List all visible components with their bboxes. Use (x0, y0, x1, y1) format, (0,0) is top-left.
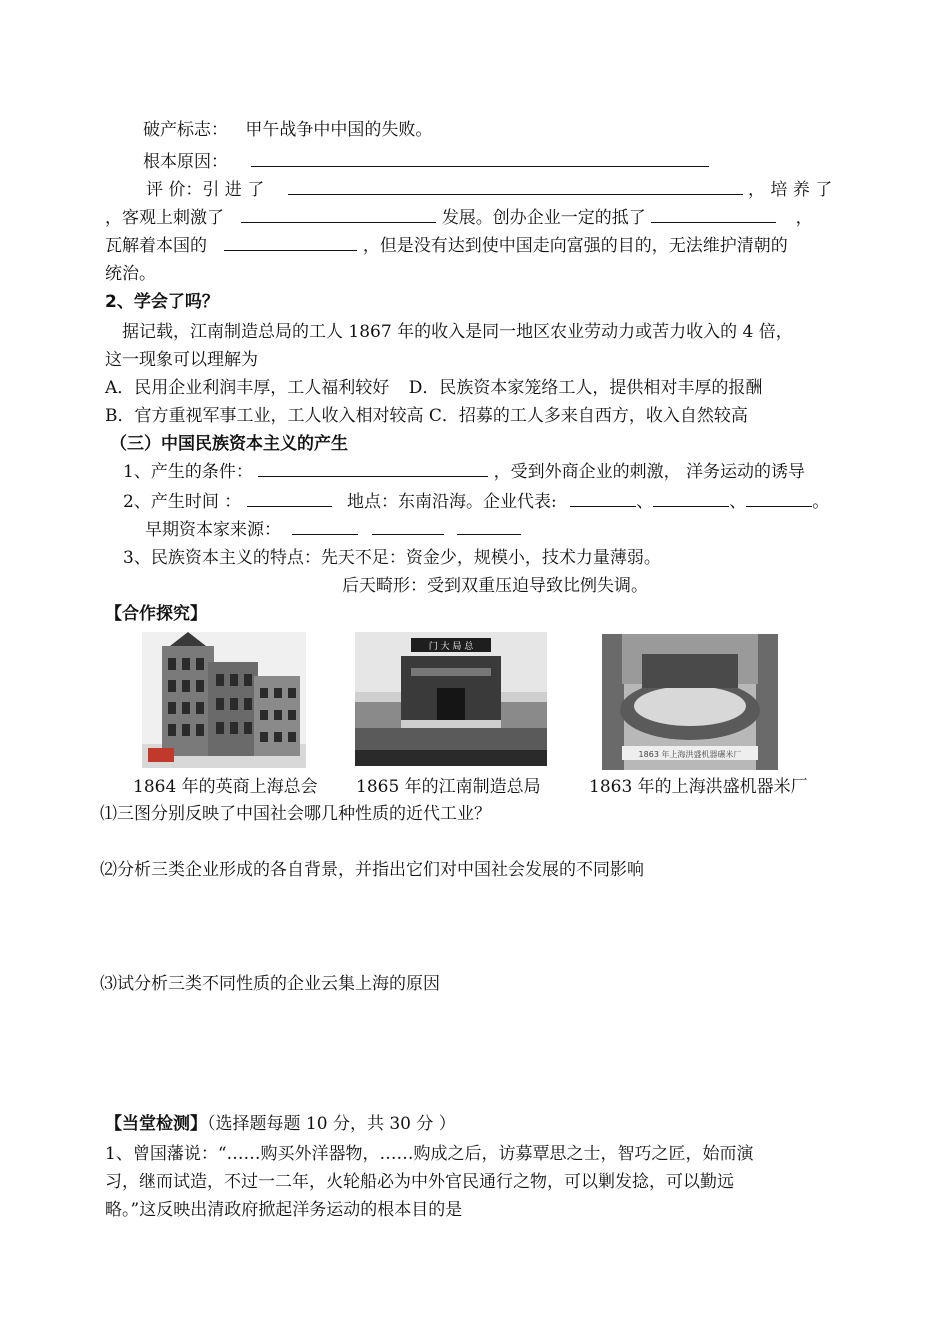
root-cause-label: 根本原因： (143, 152, 228, 172)
evaluation-text-3a: 瓦解着本国的 (105, 236, 207, 256)
options-line-1 (105, 376, 762, 400)
test-heading: 【当堂检测】 (105, 1114, 207, 1134)
gate-sign-text: 门 大 局 总 (428, 642, 474, 652)
evaluation-blank-1[interactable] (288, 178, 743, 195)
item-3-line: 3、民族资本主义的特点：先天不足：资金少，规模小，技术力量薄弱。 (123, 548, 661, 568)
coop-question-1: ⑴三图分别反映了中国社会哪几种性质的近代工业？ (100, 804, 491, 824)
caption-2: 1865 年的江南制造总局 (356, 777, 541, 797)
evaluation-line-1 (146, 178, 832, 202)
bankruptcy-value: 甲午战争中中国的失败。 (245, 120, 433, 140)
separator-1: 、 (636, 492, 654, 512)
origin-blank-2[interactable] (372, 518, 444, 535)
test-heading-line (105, 1112, 456, 1136)
option-b[interactable]: B．官方重视军事工业，工人收入相对较高 (105, 406, 424, 426)
item-1-text: ，受到外商企业的刺激， 洋务运动的诱导 (493, 462, 806, 482)
photo-rice-mill (602, 634, 778, 775)
capitalist-origin-line (145, 518, 521, 542)
root-cause-line (143, 150, 709, 174)
test-note: （选择题每题 10 分，共 30 分 ） (207, 1114, 456, 1134)
coop-question-3: ⑶试分析三类不同性质的企业云集上海的原因 (100, 974, 440, 994)
origin-blank-3[interactable] (457, 518, 521, 535)
photo-british-club (142, 632, 306, 773)
section-3-heading: （三）中国民族资本主义的产生 (110, 434, 348, 454)
capitalist-origin-label: 早期资本家来源： (145, 520, 281, 540)
evaluation-text-2c: ， (795, 208, 813, 228)
evaluation-text-3b: ，但是没有达到使中国走向富强的目的，无法维护清朝的 (362, 236, 788, 256)
item-3-sub-line: 后天畸形：受到双重压迫导致比例失调。 (342, 576, 648, 596)
representative-blank-2[interactable] (653, 490, 729, 507)
section-2-heading: 2、学会了吗？ (105, 292, 219, 312)
root-cause-blank[interactable] (251, 150, 709, 167)
test-question-1-line-2: 习，继而试造，不过一二年，火轮船必为中外官民通行之物，可以剿发捻，可以勤远 (105, 1172, 734, 1192)
question-line-2: 这一现象可以理解为 (105, 350, 258, 370)
options-line-2 (105, 404, 748, 428)
evaluation-line-2 (105, 206, 813, 230)
item-1-line (123, 460, 805, 484)
red-stamp (148, 748, 174, 762)
origin-blank-1[interactable] (292, 518, 358, 535)
time-blank[interactable] (247, 490, 332, 507)
item-1-label: 1、产生的条件： (123, 462, 253, 482)
test-question-1-line-1: 1、曾国藩说：“……购买外洋器物，……购成之后，访募覃思之士，智巧之匠，始而演 (105, 1144, 754, 1164)
evaluation-blank-3[interactable] (651, 206, 776, 223)
test-question-1-line-3: 略。”这反映出清政府掀起洋务运动的根本目的是 (105, 1200, 463, 1220)
caption-3: 1863 年的上海洪盛机器米厂 (589, 777, 808, 797)
evaluation-blank-4[interactable] (224, 234, 357, 251)
evaluation-blank-2[interactable] (241, 206, 436, 223)
item-2-label: 2、产生时间 ： (123, 492, 242, 512)
item-2-line (123, 490, 829, 514)
evaluation-text-2b: 发展。创办企业一定的抵了 (441, 208, 646, 228)
evaluation-line-4: 统治。 (105, 264, 156, 284)
representative-blank-3[interactable] (746, 490, 812, 507)
bankruptcy-label: 破产标志： (143, 120, 228, 140)
caption-1: 1864 年的英商上海总会 (133, 777, 318, 797)
item-2-text: 地点：东南沿海。企业代表: (347, 492, 557, 512)
coop-question-2: ⑵分析三类企业形成的各自背景，并指出它们对中国社会发展的不同影响 (100, 860, 644, 880)
option-a[interactable]: A．民用企业利润丰厚，工人福利较好 (105, 378, 390, 398)
evaluation-text-2a: ，客观上刺激了 (105, 208, 224, 228)
end-mark: 。 (812, 492, 830, 512)
representative-blank-1[interactable] (570, 490, 636, 507)
condition-blank[interactable] (258, 460, 488, 477)
question-line-1: 据记载，江南制造总局的工人 1867 年的收入是同一地区农业劳动力或苦力收入的 4 倍， (122, 322, 793, 342)
evaluation-text-1: ， 培 养 了 (748, 180, 833, 200)
photo-3-inner-caption: 1863 年上海洪盛机器碾米厂 (638, 750, 742, 759)
bankruptcy-line (143, 118, 432, 142)
option-d[interactable]: D．民族资本家笼络工人，提供相对丰厚的报酬 (408, 378, 763, 398)
coop-heading: 【合作探究】 (105, 604, 207, 624)
separator-2: 、 (729, 492, 747, 512)
evaluation-label: 评 价：引 进 了 (146, 180, 265, 200)
option-c[interactable]: C．招募的工人多来自西方，收入自然较高 (428, 406, 748, 426)
photo-jiangnan-arsenal (355, 632, 547, 771)
evaluation-line-3 (105, 234, 788, 258)
